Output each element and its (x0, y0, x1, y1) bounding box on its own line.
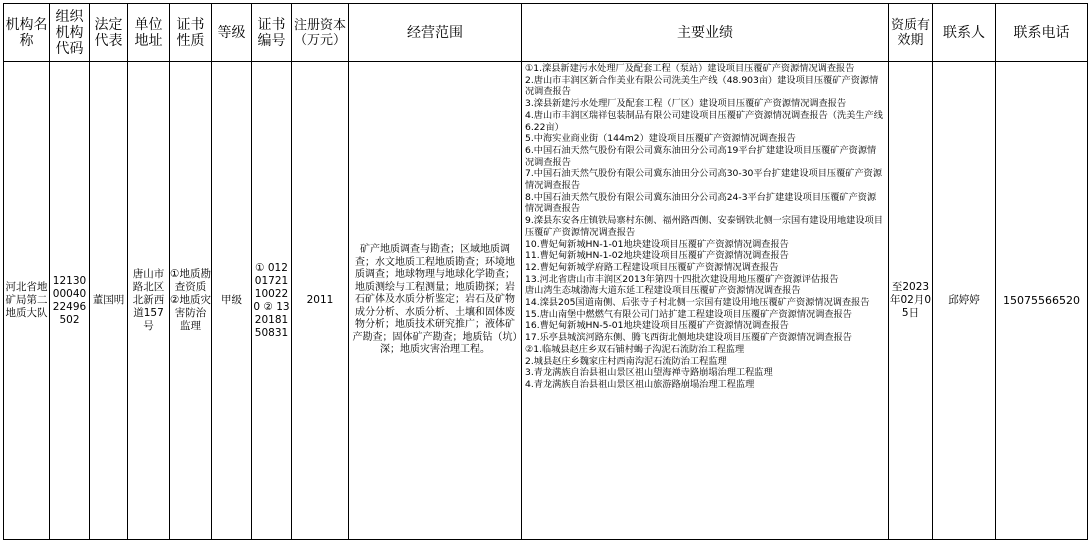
achievement-item: 10.曹妃甸新城HN-1-01地块建设项目压覆矿产资源情况调查报告 (525, 238, 789, 250)
achievement-item: ②1.临城县赵庄乡双石铺村蝎子沟泥石流防治工程监理 (525, 343, 745, 355)
grade-cell: 甲级 (212, 62, 252, 540)
achievement-item: 17.乐亭县城滨河路东侧、腾飞西街北侧地块建设项目压覆矿产资源情况调查报告 (525, 332, 852, 344)
address-cell: 唐山市路北区北新西道157号 (128, 62, 170, 540)
achievement-item: 15.唐山南堡中燃燃气有限公司门站扩建工程建设项目压覆矿产资源情况调查报告 (525, 308, 852, 320)
org-name-cell: 河北省地矿局第二地质大队 (4, 62, 50, 540)
achievement-item: 6.中国石油天然气股份有限公司冀东油田分公司高19平台扩建建设项目压覆矿产资源情况调查报告 (525, 144, 877, 168)
header-phone: 联系电话 (996, 4, 1088, 62)
achievement-item: 7.中国石油天然气股份有限公司冀东油田分公司高30-30平台扩建建设项目压覆矿产资源情况调查报告 (525, 168, 883, 192)
org-code-cell: 121300004022496502 (50, 62, 90, 540)
header-grade: 等级 (212, 4, 252, 62)
header-legal-rep: 法定代表 (90, 4, 128, 62)
header-validity: 资质有效期 (889, 4, 933, 62)
achievement-item: 14.滦县205国道南侧、后张寺子村北侧一宗国有建设用地压覆矿产资源情况调查报告 (525, 297, 870, 309)
header-capital: 注册资本（万元） (292, 4, 349, 62)
qualification-table (3, 3, 1088, 540)
achievement-item: 5.中海实业商业街（144m2）建设项目压覆矿产资源情况调查报告 (525, 133, 796, 145)
scope-cell: 矿产地质调查与勘查；区域地质调查；水文地质工程地质勘查；环境地质调查；地球物理与地球化学勘查；地质测绘与工程测量；地质勘探；岩石矿体及水质分析鉴定；岩石及矿物成分分析、水质分析、土壤和固体废物分析；地质技术研究推广；液体矿产勘查；固体矿产勘查；地质钻（坑）深；地质灾害治理工程。 (349, 62, 522, 540)
header-contact: 联系人 (933, 4, 996, 62)
achievement-item: 2.城县赵庄乡魏家庄村西南沟泥石流防治工程监理 (525, 355, 727, 367)
header-org-code: 组织机构代码 (50, 4, 90, 62)
achievement-item: 13.河北省唐山市丰润区2013年第四十四批次建设用地压覆矿产资源评估报告 (525, 273, 839, 285)
header-cert-nature: 证书性质 (170, 4, 212, 62)
achievement-item: 11.曹妃甸新城HN-1-02地块建设项目压覆矿产资源情况调查报告 (525, 250, 789, 262)
achievement-item: 4.唐山市丰润区瑞祥包装制品有限公司建设项目压覆矿产资源情况调查报告（洗美生产线6.22亩） (525, 109, 883, 133)
achievement-item: 16.曹妃甸新城HN-5-01地块建设项目压覆矿产资源情况调查报告 (525, 320, 789, 332)
header-row (4, 4, 1088, 62)
header-address: 单位地址 (128, 4, 170, 62)
achievement-item: 唐山湾生态城渤海大道东延工程建设项目压覆矿产资源情况调查报告 (525, 285, 801, 297)
achievements-cell (522, 62, 889, 540)
achievement-item: ①1.滦县新建污水处理厂及配套工程（泵站）建设项目压覆矿产资源情况调查报告 (525, 63, 855, 74)
achievement-item: 3.滦县新建污水处理厂及配套工程（厂区）建设项目压覆矿产资源情况调查报告 (525, 98, 847, 110)
achievement-item: 9.滦县东安各庄镇铁局寨村东侧、福州路西侧、安泰钢铁北侧一宗国有建设用地建设项目压覆矿产资源情况调查报告 (525, 215, 883, 238)
achievement-item: 3.青龙满族自治县祖山景区祖山望海禅寺路崩塌治理工程监理 (525, 367, 773, 379)
achievement-item: 8.中国石油天然气股份有限公司冀东油田分公司高24-3平台扩建建设项目压覆矿产资源情况调查报告 (525, 191, 877, 215)
contact-cell: 邱婷婷 (933, 62, 996, 540)
achievement-item: 4.青龙满族自治县祖山景区祖山旅游路崩塌治理工程监理 (525, 378, 755, 390)
header-cert-no: 证书编号 (252, 4, 292, 62)
achievement-item: 2.唐山市丰润区新合作美业有限公司洗美生产线（48.903亩）建设项目压覆矿产资源情况调查报告 (525, 74, 879, 98)
validity-cell: 至2023年02月05日 (889, 62, 933, 540)
header-org-name: 机构名称 (4, 4, 50, 62)
achievement-item: 12.曹妃甸新城学府路工程建设项目压覆矿产资源情况调查报告 (525, 261, 779, 273)
cert-no-cell: ① 01201721100220 ② 132018150831 (252, 62, 292, 540)
cert-nature-cell: ①地质勘查资质 ②地质灾害防治监理 (170, 62, 212, 540)
capital-cell: 2011 (292, 62, 349, 540)
table-row (4, 62, 1088, 540)
phone-cell: 15075566520 (996, 62, 1088, 540)
legal-rep-cell: 董国明 (90, 62, 128, 540)
header-achievements: 主要业绩 (522, 4, 889, 62)
header-scope: 经营范围 (349, 4, 522, 62)
